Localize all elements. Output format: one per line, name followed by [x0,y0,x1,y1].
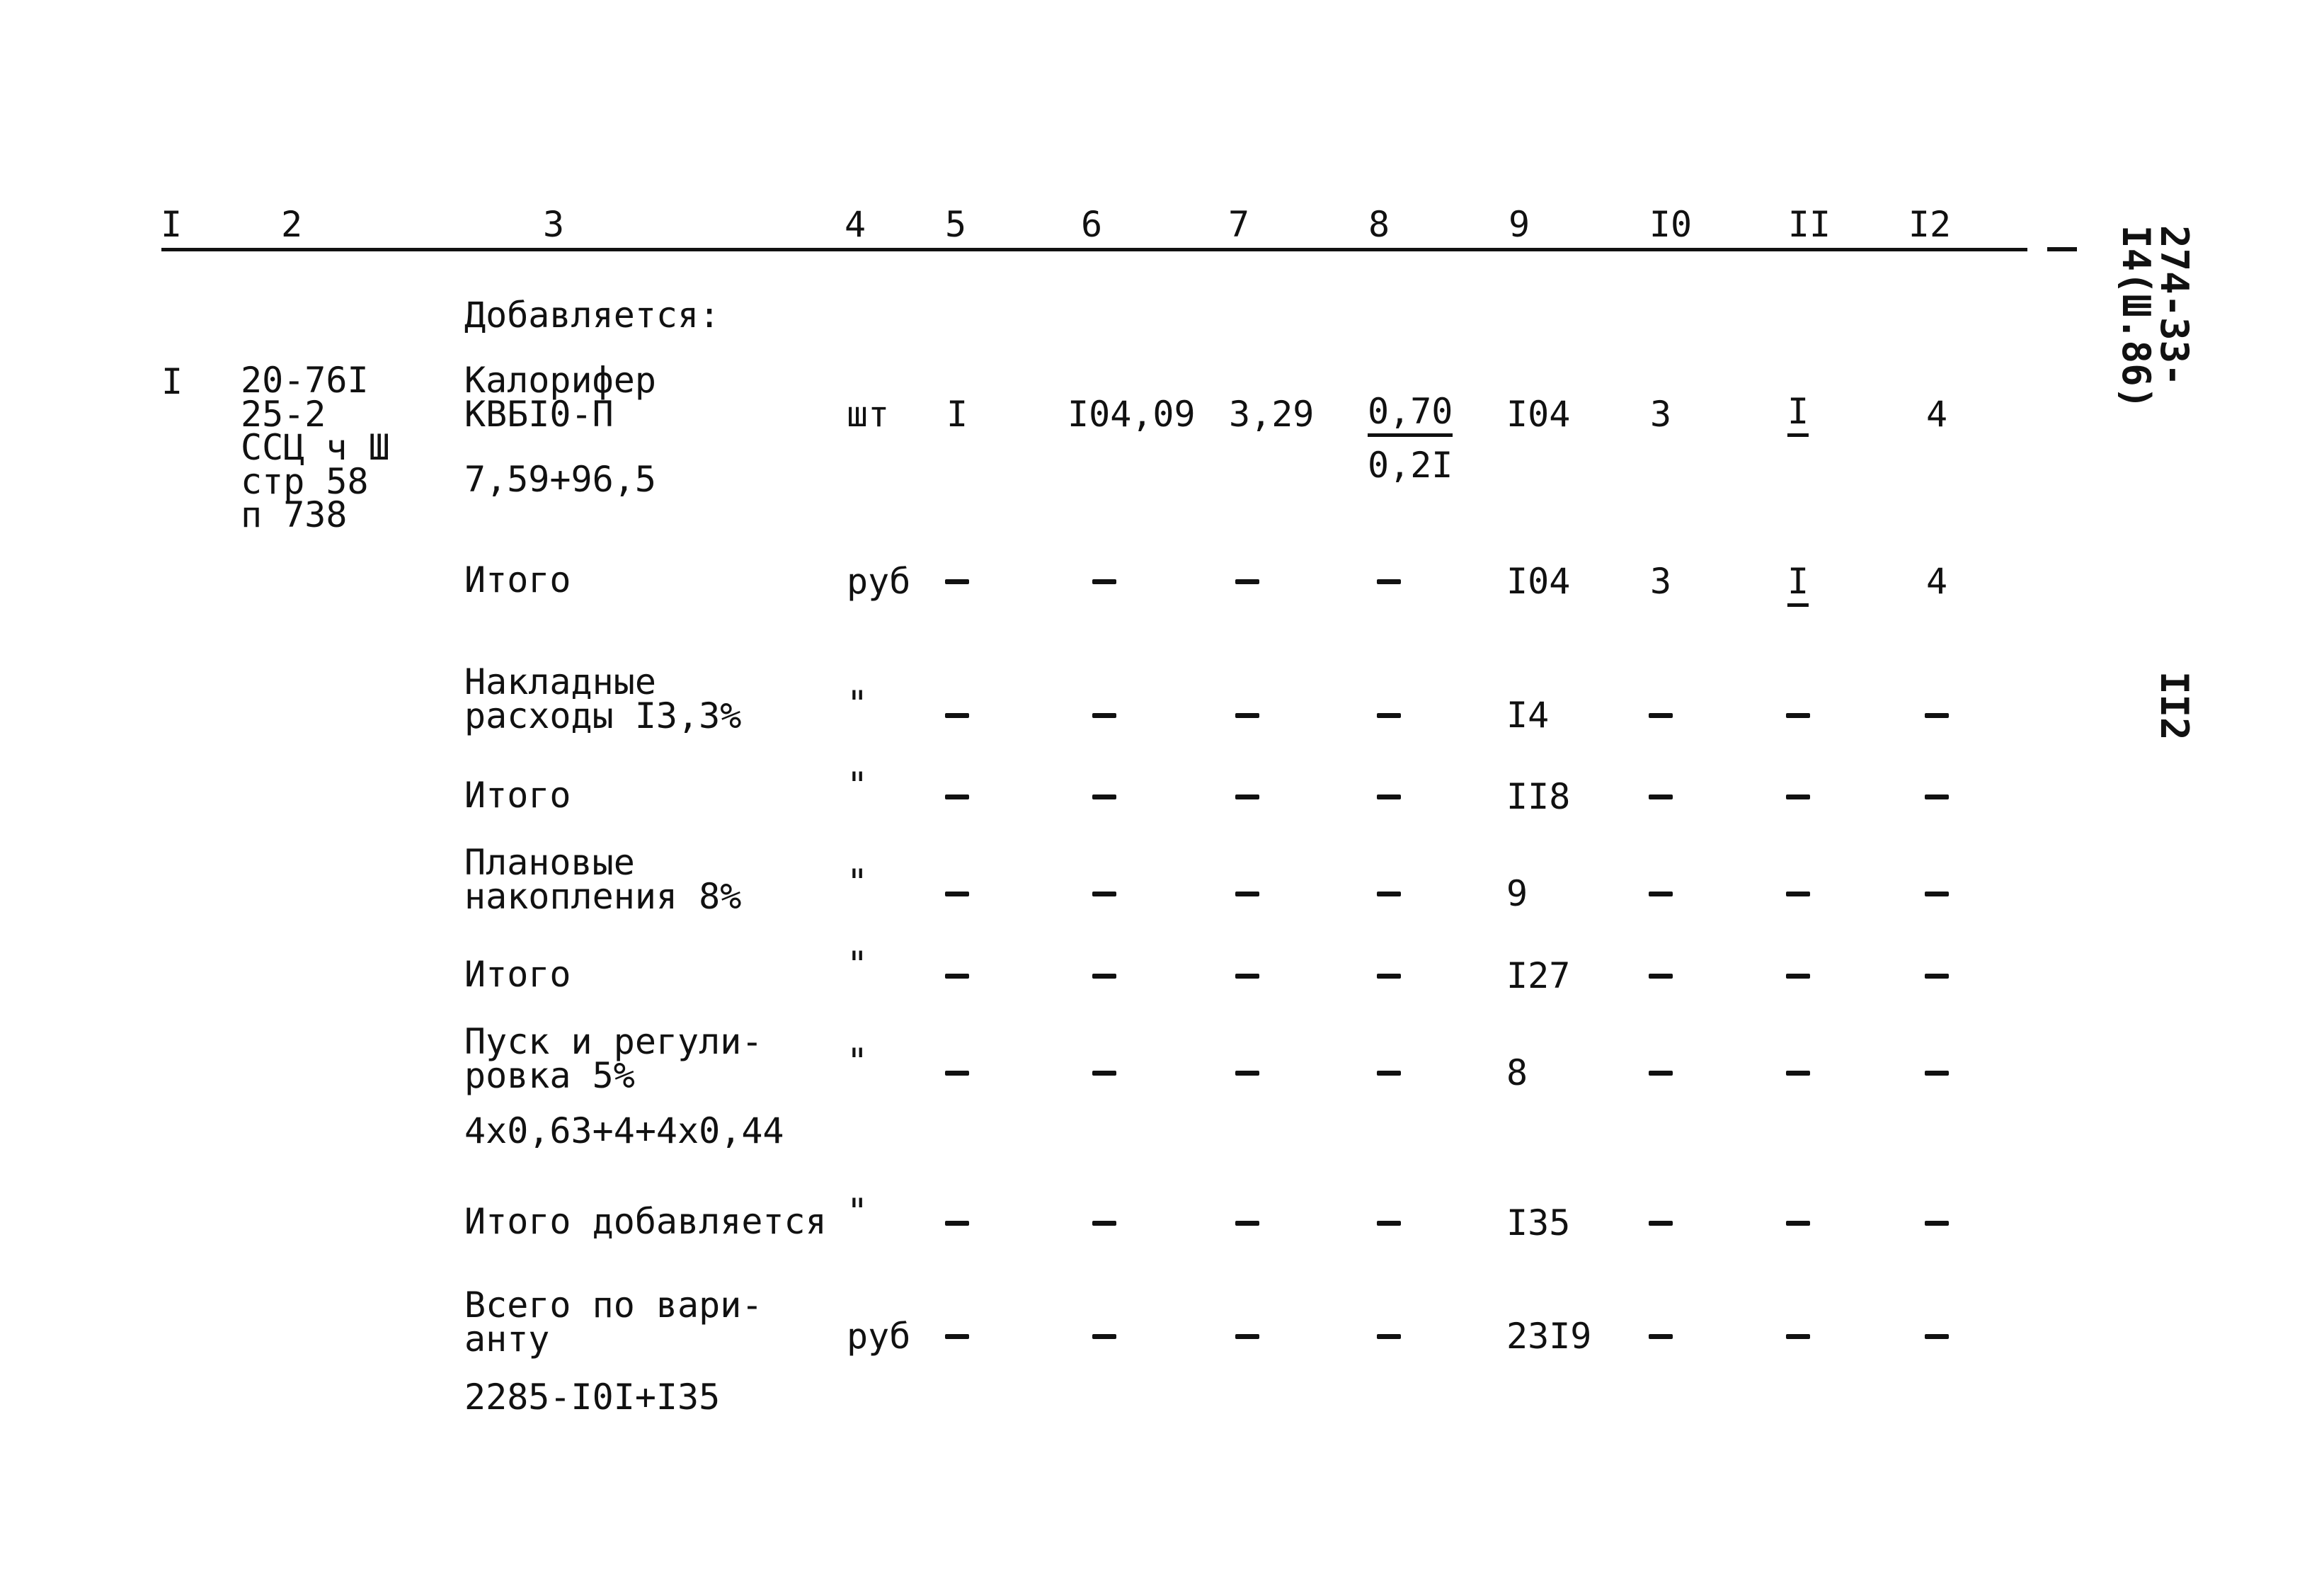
row-col11-dash [1786,1071,1810,1076]
row-unit: руб [847,561,911,602]
item-code-line: ССЦ ч Ш [241,427,390,468]
item-col8-top [1368,391,1453,432]
row-label-line: Итого добавляется [464,1201,827,1242]
row-label-line: Итого [464,954,571,995]
row-col8-dash [1377,892,1401,896]
row-label [464,842,742,917]
column-header-4: 4 [844,204,866,245]
column-header-6: 6 [1080,204,1103,245]
row-label [464,559,571,600]
row-col10-dash [1649,713,1673,718]
item-col7: 3,29 [1229,394,1315,435]
row-col9: II8 [1506,776,1571,817]
row-label-line: анту [464,1318,550,1360]
section-label: Добавляется: [464,295,721,336]
row-label [464,1285,763,1360]
row-col9: I35 [1506,1202,1571,1243]
row-col12-dash [1925,1334,1949,1339]
item-col10: 3 [1649,394,1672,435]
row-col11 [1787,561,1809,602]
row-col12-dash [1925,1221,1949,1226]
row-col12-dash [1925,794,1949,799]
item-col8-bottom: 0,2I [1368,445,1453,486]
item-col11-value: I [1787,391,1809,437]
row-col10-dash [1649,1334,1673,1339]
row-label-line: Итого [464,559,571,600]
row-col8-dash [1377,1071,1401,1076]
row-col7-dash [1235,1071,1259,1076]
row-col7-dash [1235,1221,1259,1226]
row-col8-dash [1377,579,1401,584]
row-col10-dash [1649,794,1673,799]
row-col11-dash [1786,892,1810,896]
row-label-line: Всего по вари- [464,1285,763,1326]
row-col6-dash [1092,579,1116,584]
column-header-10: I0 [1649,204,1693,245]
item-formula: 7,59+96,5 [464,459,656,500]
column-header-12: I2 [1908,204,1952,245]
row-col6-dash [1092,794,1116,799]
row-col7-dash [1235,892,1259,896]
row-col9: 8 [1506,1052,1528,1093]
row-label-line: накопления 8% [464,875,742,917]
row-col5-dash [945,1071,969,1076]
item-number: I [161,361,183,402]
row-label [464,1021,763,1096]
row-col9: I04 [1506,561,1571,602]
row-col10-dash [1649,892,1673,896]
row-col11-value: I [1787,561,1809,607]
row-label-line: Плановые [464,842,635,883]
row-col5-dash [945,579,969,584]
row-col8-dash [1377,974,1401,979]
row-label-line: Пуск и регули- [464,1021,763,1062]
item-code-line: стр 58 [241,460,369,502]
row-unit: " [847,1041,869,1082]
row-col8-dash [1377,794,1401,799]
row-col6-dash [1092,892,1116,896]
header-rule [161,248,2027,251]
row-label-line: Итого [464,775,571,816]
column-header-1: I [160,204,183,245]
row-col6-dash [1092,974,1116,979]
document-code: 274-33-I4(Ш.86) [2114,225,2197,410]
row-unit: " [847,862,869,903]
row-col12: 4 [1925,561,1948,602]
item-col9: I04 [1506,394,1571,435]
item-col11 [1787,391,1809,432]
column-header-3: 3 [542,204,565,245]
row-col5-dash [945,974,969,979]
row-formula: 4х0,63+4+4х0,44 [464,1110,784,1151]
column-header-5: 5 [944,204,967,245]
row-col12-dash [1925,892,1949,896]
header-rule-tail [2047,247,2077,251]
row-label-line: ровка 5% [464,1054,635,1096]
item-name-line: Калорифер [464,360,656,401]
row-col11-dash [1786,794,1810,799]
row-col9: I27 [1506,955,1571,996]
row-col8-dash [1377,1334,1401,1339]
row-col12-dash [1925,713,1949,718]
row-col6-dash [1092,1071,1116,1076]
page-number: II2 [2152,671,2197,741]
row-col7-dash [1235,794,1259,799]
row-col11-dash [1786,1334,1810,1339]
column-header-9: 9 [1508,204,1530,245]
row-label-line: Накладные [464,661,656,702]
column-header-7: 7 [1227,204,1250,245]
row-col10-dash [1649,974,1673,979]
row-col5-dash [945,1334,969,1339]
row-unit: руб [847,1316,911,1357]
row-col8-dash [1377,1221,1401,1226]
row-unit: " [847,944,869,985]
row-col10-dash [1649,1221,1673,1226]
row-col11-dash [1786,974,1810,979]
item-code-line: п 738 [241,494,348,535]
row-label [464,775,571,816]
row-formula: 2285-I0I+I35 [464,1377,721,1418]
item-col12: 4 [1925,394,1948,435]
item-code-line: 20-76I [241,360,369,401]
item-code [241,360,390,535]
row-label [464,1201,827,1242]
row-col11-dash [1786,713,1810,718]
row-col5-dash [945,1221,969,1226]
column-header-11: II [1787,204,1831,245]
row-col6-dash [1092,713,1116,718]
column-header-8: 8 [1368,204,1390,245]
row-col9: 23I9 [1506,1316,1592,1357]
item-col8-top-value: 0,70 [1368,391,1453,437]
item-name [464,360,656,435]
row-col7-dash [1235,974,1259,979]
item-quantity: I [946,394,968,435]
row-col11-dash [1786,1221,1810,1226]
row-col5-dash [945,794,969,799]
row-label [464,661,742,736]
row-col5-dash [945,892,969,896]
row-col8-dash [1377,713,1401,718]
row-unit: " [847,765,869,806]
row-col10-dash [1649,1071,1673,1076]
row-col5-dash [945,713,969,718]
item-name-line: КВБI0-П [464,393,614,435]
row-col9: 9 [1506,873,1528,914]
row-unit: " [847,1191,869,1232]
item-unit: шт [847,394,890,435]
row-col9: I4 [1506,695,1550,736]
row-col10: 3 [1649,561,1672,602]
row-col6-dash [1092,1334,1116,1339]
row-unit: " [847,683,869,724]
row-col12-dash [1925,974,1949,979]
item-price: I04,09 [1067,394,1196,435]
row-col6-dash [1092,1221,1116,1226]
row-col7-dash [1235,579,1259,584]
row-col7-dash [1235,713,1259,718]
column-header-2: 2 [280,204,303,245]
row-col12-dash [1925,1071,1949,1076]
row-col7-dash [1235,1334,1259,1339]
row-label-line: расходы I3,3% [464,695,742,736]
row-label [464,954,571,995]
item-code-line: 25-2 [241,393,326,435]
